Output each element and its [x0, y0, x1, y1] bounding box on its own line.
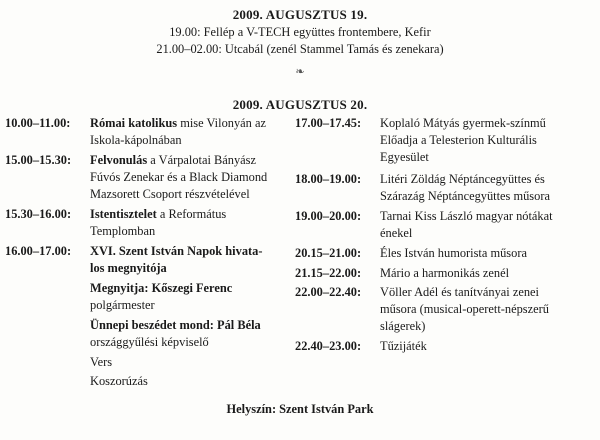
event-right-2-l1: Litéri Zöldág Néptáncegyüttes és: [380, 172, 545, 186]
time-right-6: 22.00–22.40:: [295, 285, 362, 299]
event-right-3-l1: Tarnai Kiss László magyar nótákat: [380, 209, 553, 223]
event-right-3-l2: énekel: [380, 226, 413, 240]
time-right-4: 20.15–21.00:: [295, 246, 362, 260]
event-left-2-cont-2: Mazsorett Csoport részvételével: [90, 187, 250, 201]
event-left-3-bold: Istentisztelet: [90, 207, 157, 221]
event-left-3: [90, 206, 226, 223]
time-right-3: 19.00–20.00:: [295, 209, 362, 223]
time-left-1: 10.00–11.00:: [5, 116, 71, 130]
event-left-6-cont-2: Vers: [90, 355, 113, 369]
event-left-5-bold: Megnyitja: Kőszegi Ferenc: [90, 281, 233, 295]
event-right-5-l1: Mário a harmonikás zenél: [380, 266, 510, 280]
event-left-3-rest: a Református: [156, 207, 227, 221]
event-left-2-cont-1: Fúvós Zenekar és a Black Diamond: [90, 170, 268, 184]
event-left-6-bold: Ünnepi beszédet mond: Pál Béla: [90, 318, 261, 332]
event-left-1-rest: mise Vilonyán az: [177, 116, 266, 130]
event-left-2-rest: a Várpalotai Bányász: [147, 153, 256, 167]
event-left-1-bold: Római katolikus: [90, 116, 178, 130]
event-left-2-bold: Felvonulás: [90, 153, 148, 167]
event-left-6: [90, 317, 261, 334]
day2-date: 2009. AUGUSZTUS 20.: [232, 97, 368, 112]
event-left-2: [90, 152, 256, 169]
event-left-6-cont-1: országgyűlési képviselő: [90, 335, 209, 349]
event-left-4-bold: XVI. Szent István Napok hivata-: [90, 244, 263, 258]
venue-footer: Helyszín: Szent István Park: [226, 402, 374, 416]
time-left-2: 15.00–15.30:: [5, 153, 72, 167]
event-right-1-l3: Egyesület: [380, 150, 429, 164]
event-right-1-l2: Előadja a Telesterion Kulturális: [380, 133, 537, 147]
ornament-icon: ❧: [295, 66, 305, 78]
event-left-6-cont-3: Koszorúzás: [90, 374, 148, 388]
event-right-1-l1: Koplaló Mátyás gyermek-színmű: [380, 116, 546, 130]
event-left-4-cont-bold: los megnyitója: [90, 261, 167, 275]
day1-line-1: 19.00: Fellép a V-TECH együttes frontembere, Kefir: [169, 25, 431, 39]
time-right-2: 18.00–19.00:: [295, 172, 362, 186]
event-right-2-l2: Szárazág Néptáncegyüttes műsora: [380, 189, 550, 203]
time-left-4: 16.00–17.00:: [5, 244, 72, 258]
time-right-5: 21.15–22.00:: [295, 266, 362, 280]
event-left-1: [90, 115, 266, 132]
event-left-3-cont: Templomban: [90, 224, 156, 238]
event-left-5-cont: polgármester: [90, 298, 155, 312]
event-left-5: [90, 280, 232, 297]
day1-date: 2009. AUGUSZTUS 19.: [232, 7, 368, 22]
event-right-6-l3: slágerek): [380, 319, 426, 333]
event-left-1-cont: Iskola-kápolnában: [90, 133, 182, 147]
event-right-4-l1: Éles István humorista műsora: [380, 246, 527, 260]
event-left-4: [90, 243, 262, 260]
time-right-7: 22.40–23.00:: [295, 339, 362, 353]
event-right-7-l1: Tűzijáték: [380, 339, 427, 353]
time-right-1: 17.00–17.45:: [295, 116, 362, 130]
time-left-3: 15.30–16.00:: [5, 207, 72, 221]
event-left-4-cont: [90, 260, 167, 277]
event-right-6-l2: műsora (musical-operett-népszerű: [380, 302, 549, 316]
event-right-6-l1: Völler Adél és tanítványai zenei: [380, 285, 539, 299]
day1-line-2: 21.00–02.00: Utcabál (zenél Stammel Tamás és zenekara): [156, 42, 444, 56]
